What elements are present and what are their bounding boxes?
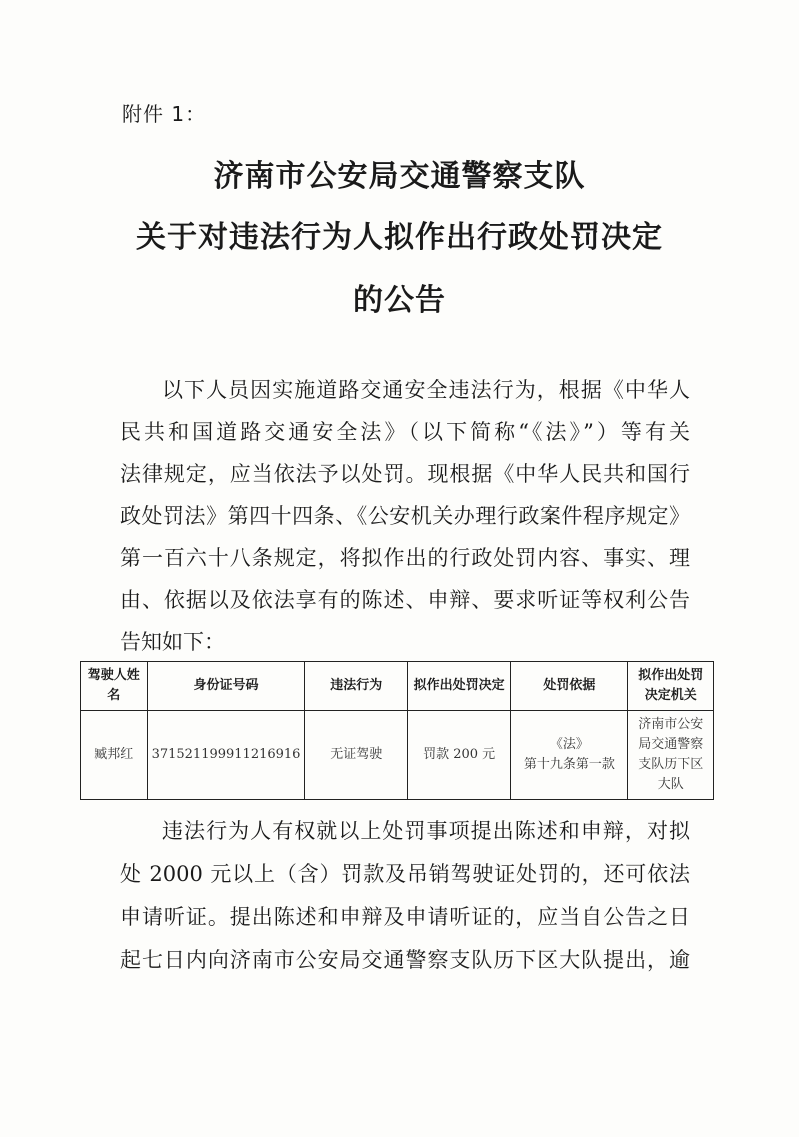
table-row (81, 711, 714, 800)
closing-line: 处 2000 元以上（含）罚款及吊销驾驶证处罚的，还可依法 (120, 862, 690, 886)
basis-line-1: 《法》 (549, 737, 589, 752)
intro-line: 由、依据以及依法享有的陈述、申辩、要求听证等权利公告 (120, 588, 690, 612)
closing-line: 违法行为人有权就以上处罚事项提出陈述和申辩，对拟 (162, 819, 690, 843)
header-authority: 拟作出处罚决定机关 (628, 662, 714, 711)
cell-basis (511, 711, 628, 800)
closing-line: 起七日内向济南市公安局交通警察支队历下区大队提出，逾 (120, 948, 690, 972)
attachment-label: 附件 1： (122, 102, 207, 126)
intro-line: 民共和国道路交通安全法》（以下简称“《法》”）等有关 (120, 420, 690, 444)
cell-violation: 无证驾驶 (305, 711, 408, 800)
header-decision: 拟作出处罚决定 (408, 662, 511, 711)
cell-authority: 济南市公安局交通警察支队历下区大队 (628, 711, 714, 800)
cell-id: 371521199911216916 (147, 711, 305, 800)
header-name: 驾驶人姓名 (81, 662, 148, 711)
table-header-row (81, 662, 714, 711)
penalty-table (80, 661, 714, 800)
header-violation: 违法行为 (305, 662, 408, 711)
intro-line: 第一百六十八条规定，将拟作出的行政处罚内容、事实、理 (120, 546, 690, 570)
title-line-3: 的公告 (353, 283, 446, 318)
closing-line: 申请听证。提出陈述和申辩及申请听证的，应当自公告之日 (120, 905, 690, 929)
title-line-1: 济南市公安局交通警察支队 (213, 159, 586, 194)
basis-line-2: 第十九条第一款 (523, 757, 615, 772)
intro-line: 以下人员因实施道路交通安全违法行为，根据《中华人 (162, 378, 690, 402)
intro-line: 法律规定，应当依法予以处罚。现根据《中华人民共和国行 (120, 462, 690, 486)
cell-decision: 罚款 200 元 (408, 711, 511, 800)
cell-name: 臧邦红 (81, 711, 148, 800)
title-line-2: 关于对违法行为人拟作出行政处罚决定 (136, 220, 663, 255)
header-basis: 处罚依据 (511, 662, 628, 711)
intro-line: 告知如下： (120, 630, 225, 654)
header-id: 身份证号码 (147, 662, 305, 711)
intro-line: 政处罚法》第四十四条、《公安机关办理行政案件程序规定》 (120, 504, 690, 528)
